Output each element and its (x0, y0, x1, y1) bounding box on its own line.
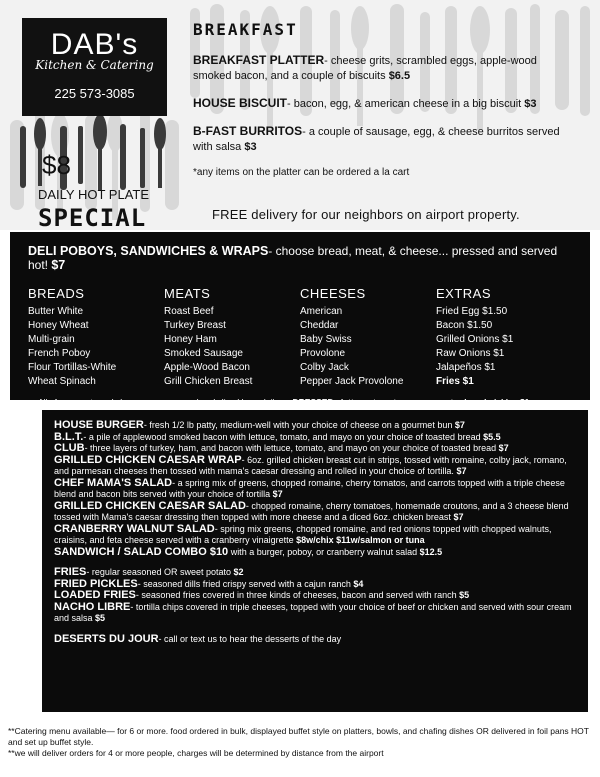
item-price: $8w/chix $11w/salmon or tuna (296, 535, 425, 545)
item-name: B-FAST BURRITOS (193, 124, 303, 138)
column-meats (164, 286, 300, 389)
deli-header (28, 244, 572, 272)
item-name: B.L.T. (54, 430, 84, 443)
delivery-note: **we will deliver orders for 4 or more people, charges will be determined by distance from the airport (8, 748, 384, 758)
list-item: Fries $1 (436, 376, 474, 387)
footer-notes (8, 726, 596, 759)
deli-title: DELI POBOYS, SANDWICHES & WRAPS (28, 244, 269, 258)
prep-note: All of our meats and cheeses are prepared and sliced here daily (38, 397, 279, 407)
main-menu-panel (42, 410, 588, 712)
breakfast-section (193, 20, 573, 178)
breakfast-item (193, 53, 573, 84)
menu-item (54, 455, 576, 478)
list-item: Bacon $1.50 (436, 320, 493, 331)
column-cheeses (300, 286, 436, 389)
item-desc: - 6oz. grilled chicken breast cut in strips, tossed with romaine, colby jack, romano, and parmesan cheeses then tossed with mama's caesar dressing and rolled in your choice of tortilla. (54, 454, 567, 476)
list-item: Jalapeños $1 (436, 362, 496, 373)
breakfast-item (193, 124, 573, 155)
daily-special (38, 150, 198, 232)
dressed-note: DRESSED= lettuce, tomato, mayo, mustard, and pickles $1 (292, 397, 530, 407)
list-item: Apple-Wood Bacon (164, 362, 250, 373)
column-heading: BREADS (28, 286, 85, 301)
breakfast-note: *any items on the platter can be ordered a la cart (193, 167, 410, 178)
item-name: FRIED PICKLES (54, 577, 138, 590)
menu-item (54, 547, 576, 559)
deli-price: $7 (51, 258, 66, 272)
deli-desc: - choose bread, meat, & cheese... pressed and served hot! (28, 244, 558, 272)
item-desc: - a spring mix of greens, chopped romaine, cherry tomatos, and carrots topped with a triple cheese blend and bacon bits served with your choice of tortilla (54, 477, 565, 499)
item-price: $3 (524, 98, 537, 110)
column-heading: CHEESES (300, 286, 366, 301)
list-item: Turkey Breast (164, 320, 226, 331)
item-price: $3 (244, 141, 257, 153)
item-name: BREAKFAST PLATTER (193, 53, 325, 67)
list-item: Grilled Onions $1 (436, 334, 514, 345)
item-price: $5.5 (483, 431, 501, 442)
item-price: $12.5 (419, 546, 443, 557)
item-desc: - regular seasoned OR sweet potato (86, 567, 234, 577)
special-heading: SPECIAL (38, 204, 147, 232)
column-heading: EXTRAS (436, 286, 492, 301)
item-price: $7 (454, 420, 465, 430)
item-desc: - call or text us to hear the desserts of the day (158, 633, 342, 644)
item-price: $5 (459, 590, 470, 600)
list-item: Wheat Spinach (28, 376, 96, 387)
list-item: Honey Ham (164, 334, 217, 345)
deli-footnote (28, 397, 572, 407)
item-name: CHEF MAMA'S SALAD (54, 476, 173, 489)
list-item: Cheddar (300, 320, 339, 331)
item-name: DESERTS DU JOUR (54, 632, 159, 645)
item-name: GRILLED CHICKEN CAESAR WRAP (54, 453, 242, 466)
list-item: Colby Jack (300, 362, 349, 373)
special-price: $8 (42, 150, 71, 180)
side-item (54, 602, 576, 625)
deli-columns (28, 286, 572, 389)
list-item: Fried Egg $1.50 (436, 306, 508, 317)
column-extras (436, 286, 572, 389)
list-item: Flour Tortillas-White (28, 362, 117, 373)
list-item: Multi-grain (28, 334, 75, 345)
logo-subtitle: Kitchen & Catering (35, 58, 154, 72)
item-desc: - tortilla chips covered in triple cheeses, topped with your choice of beef or chicken and served with sour cream and salsa (54, 601, 572, 623)
side-item (54, 590, 576, 602)
desserts-item (54, 634, 576, 646)
item-desc: - seasoned fries covered in three kinds of cheeses, bacon and served with ranch (135, 590, 460, 600)
menu-item (54, 524, 576, 547)
item-name: SANDWICH / SALAD COMBO $10 (54, 545, 229, 558)
item-price: $6.5 (388, 70, 411, 82)
item-price: $7 (453, 512, 464, 522)
item-desc: - seasoned dills fried crispy served with a cajun ranch (137, 578, 354, 589)
item-desc: - three layers of turkey, ham, and bacon with lettuce, tomato, and mayo on your choice of toasted bread (84, 443, 499, 453)
item-desc: - bacon, egg, & american cheese in a big biscuit (287, 98, 525, 110)
list-item: Raw Onions $1 (436, 348, 505, 359)
item-desc: - fresh 1/2 lb patty, medium-well with your choice of cheese on a gourmet bun (143, 420, 455, 430)
item-price: $2 (233, 567, 244, 577)
column-heading: MEATS (164, 286, 211, 301)
item-price: $7 (456, 466, 467, 476)
item-name: NACHO LIBRE (54, 600, 131, 613)
list-item: Provolone (300, 348, 346, 359)
breakfast-item (193, 96, 573, 112)
menu-item (54, 501, 576, 524)
list-item: Butter White (28, 306, 84, 317)
item-desc: - a pile of applewood smoked bacon with lettuce, tomato, and mayo on your choice of toasted bread (83, 431, 484, 442)
list-item: Honey Wheat (28, 320, 89, 331)
item-price: $4 (353, 578, 364, 589)
special-label: DAILY HOT PLATE (38, 187, 150, 202)
item-price: $7 (498, 443, 509, 453)
list-item: Grill Chicken Breast (164, 376, 253, 387)
item-desc: with a burger, poboy, or cranberry walnut salad (228, 546, 420, 557)
item-desc: - cheese grits, scrambled eggs, apple-wood smoked bacon, and a couple of biscuits (193, 55, 537, 82)
menu-item (54, 432, 576, 444)
phone-number: 225 573-3085 (54, 86, 135, 101)
list-item: Pepper Jack Provolone (300, 376, 404, 387)
item-price: $7 (272, 489, 283, 499)
list-item: Baby Swiss (300, 334, 352, 345)
column-breads (28, 286, 164, 389)
item-name: CRANBERRY WALNUT SALAD (54, 522, 215, 535)
list-item: American (300, 306, 343, 317)
spacer (54, 558, 576, 567)
menu-item (54, 478, 576, 501)
item-name: FRIES (54, 566, 87, 578)
item-name: HOUSE BURGER (54, 419, 144, 431)
deli-panel (10, 232, 590, 407)
list-item: Roast Beef (164, 306, 214, 317)
catering-note: **Catering menu available— for 6 or more. food ordered in bulk, displayed buffet style on platters, bowls, and chafing dishes OR delivered in foil pans HOT and set up buffet style. (8, 726, 589, 747)
item-price: $5 (95, 613, 106, 623)
item-name: CLUB (54, 442, 85, 454)
menu-item (54, 420, 576, 432)
logo-block (22, 18, 167, 116)
item-name: GRILLED CHICKEN CAESAR SALAD (54, 499, 246, 512)
item-name: HOUSE BISCUIT (193, 96, 288, 110)
item-desc: - a couple of sausage, egg, & cheese burritos served with salsa (193, 126, 560, 153)
item-desc: - spring mix greens, chopped romaine, and red onions topped with chopped walnuts, craisins, and feta cheese served with a cranberry vinaigrette (54, 523, 552, 545)
list-item: Smoked Sausage (164, 348, 243, 359)
logo-name: DAB's (50, 28, 139, 61)
breakfast-title: BREAKFAST (193, 20, 298, 39)
item-desc: - chopped romaine, cherry tomatoes, homemade croutons, and a 3 cheese blend tossed with Mama's caesar dressing then topped with more cheese and a diced 6oz. chicken breast (54, 500, 569, 522)
list-item: French Poboy (28, 348, 91, 359)
delivery-notice: FREE delivery for our neighbors on airport property. (212, 207, 520, 222)
item-name: LOADED FRIES (54, 589, 136, 601)
